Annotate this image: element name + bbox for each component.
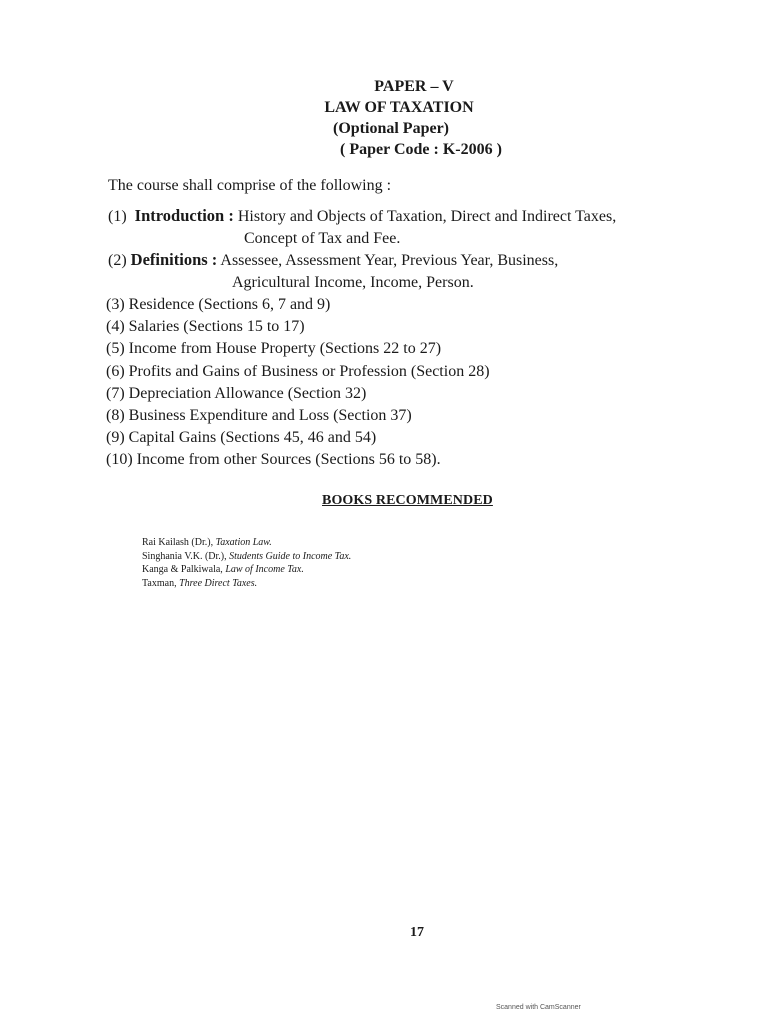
book-item bbox=[142, 536, 351, 550]
scanner-watermark: Scanned with CamScanner bbox=[496, 1004, 581, 1011]
book-author: Singhania V.K. (Dr.), bbox=[142, 550, 230, 562]
list-item: (5) Income from House Property (Sections 22 to 27) bbox=[106, 340, 442, 358]
list-item: (9) Capital Gains (Sections 45, 46 and 54) bbox=[106, 429, 377, 447]
list-item: (4) Salaries (Sections 15 to 17) bbox=[106, 318, 305, 336]
paper-number: PAPER – V bbox=[374, 78, 454, 95]
topic-text-continued: Concept of Tax and Fee. bbox=[244, 230, 401, 247]
topic-text-continued: Agricultural Income, Income, Person. bbox=[232, 274, 474, 291]
book-item bbox=[142, 577, 351, 591]
topics-list bbox=[106, 294, 490, 472]
topic-text: History and Objects of Taxation, Direct and Indirect Taxes, bbox=[233, 208, 617, 225]
paper-code: ( Paper Code : K-2006 ) bbox=[340, 141, 502, 158]
book-item bbox=[142, 563, 351, 577]
topic-heading: Introduction : bbox=[134, 206, 234, 225]
paper-header bbox=[0, 76, 768, 160]
topic-number: (1) bbox=[108, 208, 127, 225]
book-title: Three Direct Taxes. bbox=[179, 577, 258, 589]
book-author: Taxman, bbox=[142, 577, 180, 589]
book-title: Taxation Law. bbox=[215, 537, 272, 548]
books-list bbox=[142, 536, 351, 590]
topic-introduction bbox=[108, 205, 616, 250]
topic-number: (2) bbox=[108, 252, 127, 269]
topic-text: Assessee, Assessment Year, Previous Year, Business, bbox=[217, 252, 559, 269]
books-recommended-heading: BOOKS RECOMMENDED bbox=[322, 493, 493, 508]
list-item: (7) Depreciation Allowance (Section 32) bbox=[106, 384, 367, 402]
list-item: (6) Profits and Gains of Business or Profession (Section 28) bbox=[106, 362, 490, 380]
book-title: Students Guide to Income Tax. bbox=[229, 550, 352, 562]
course-intro: The course shall comprise of the following : bbox=[108, 177, 392, 194]
topic-definitions bbox=[108, 249, 558, 294]
book-author: Rai Kailash (Dr.), bbox=[142, 537, 216, 548]
page-number: 17 bbox=[410, 925, 424, 940]
book-author: Kanga & Palkiwala, bbox=[142, 564, 226, 575]
book-title: Law of Income Tax. bbox=[225, 564, 304, 575]
list-item: (10) Income from other Sources (Sections 56 to 58). bbox=[106, 451, 441, 469]
book-item bbox=[142, 550, 351, 564]
list-item: (3) Residence (Sections 6, 7 and 9) bbox=[106, 296, 331, 313]
paper-title: LAW OF TAXATION bbox=[324, 99, 474, 116]
topic-heading: Definitions : bbox=[130, 250, 218, 269]
paper-optional-label: (Optional Paper) bbox=[333, 120, 449, 137]
list-item: (8) Business Expenditure and Loss (Section 37) bbox=[106, 406, 412, 424]
